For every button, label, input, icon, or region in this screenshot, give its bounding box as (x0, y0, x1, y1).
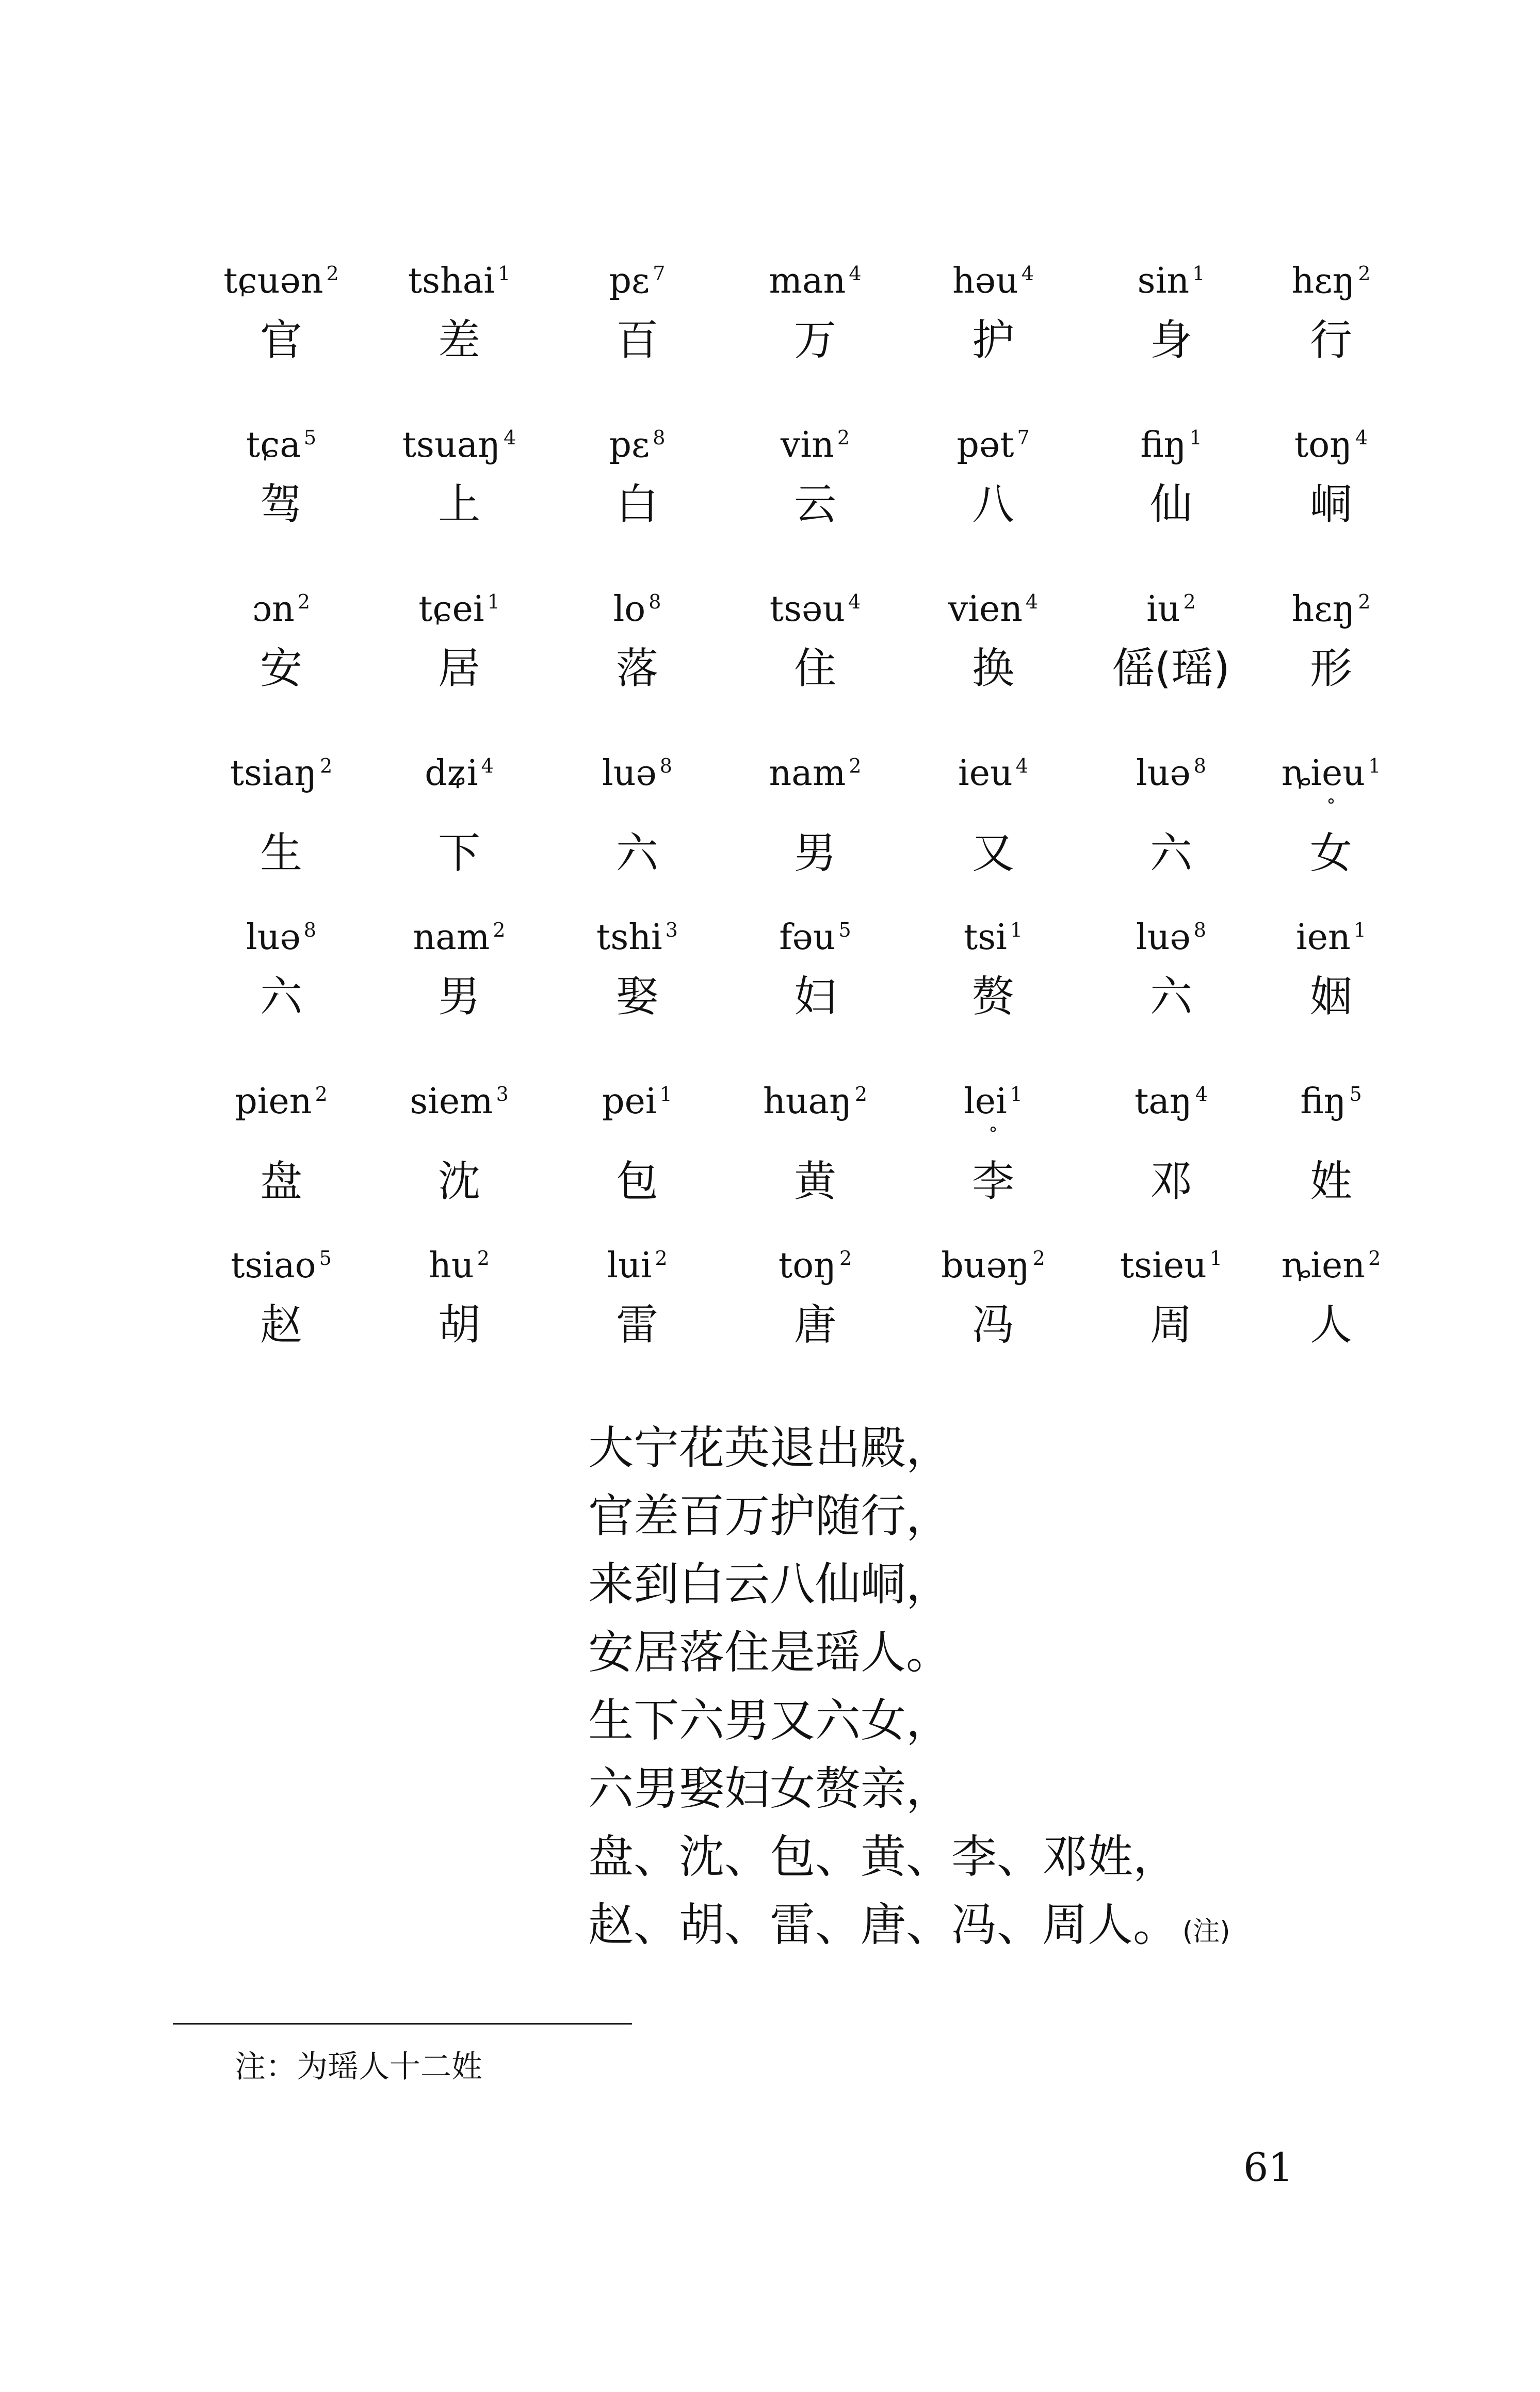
word-cell (730, 581, 900, 700)
chinese-character: 上 (437, 480, 480, 529)
romanization: həu $^4$ (952, 261, 1034, 301)
word-cell (1246, 1238, 1416, 1356)
word-cell (1246, 909, 1416, 1028)
romanization: ȵieu $^1$ (1281, 753, 1381, 794)
word-cell (552, 253, 722, 372)
romanization: dʑi $^4$ (425, 753, 494, 794)
romanization: tshai $^1$ (408, 261, 511, 301)
word-cell (374, 745, 544, 885)
poem-line: 盘、沈、包、黄、李、邓姓， (588, 1830, 1179, 1883)
chinese-character: 安 (260, 644, 302, 693)
romanization: huaŋ $^2$ (763, 1081, 868, 1122)
interlinear-row (196, 1073, 1362, 1238)
romanization: hɛŋ $^2$ (1291, 261, 1371, 301)
chinese-character: 姻 (1309, 972, 1352, 1021)
chinese-character: 换 (971, 644, 1014, 693)
romanization: vien $^4$ (948, 589, 1039, 630)
word-cell (374, 909, 544, 1028)
chinese-character: 行 (1309, 316, 1352, 365)
chinese-character: 百 (615, 316, 658, 365)
dot-mark: ° (1326, 795, 1336, 816)
chinese-character: 云 (793, 480, 836, 529)
romanization: lei $^1$ (964, 1081, 1023, 1122)
word-cell (196, 417, 366, 536)
romanization: sin $^1$ (1137, 261, 1205, 301)
romanization: tsiao $^5$ (231, 1245, 332, 1286)
chinese-character: 生 (260, 829, 302, 878)
romanization: pien $^2$ (235, 1081, 328, 1122)
word-cell (1086, 1073, 1256, 1213)
romanization: nam $^2$ (769, 753, 862, 794)
word-cell (730, 417, 900, 536)
romanization: buəŋ $^2$ (941, 1245, 1045, 1286)
poem-line-text: 赵、胡、雷、唐、冯、周人。 (588, 1898, 1179, 1951)
poem-translation (588, 1414, 1362, 1966)
chinese-character: 落 (615, 644, 658, 693)
chinese-character: 唐 (793, 1301, 836, 1350)
word-cell (730, 253, 900, 372)
chinese-character: 雷 (615, 1301, 658, 1350)
word-cell (1246, 581, 1416, 700)
chinese-character: 邓 (1149, 1157, 1192, 1206)
romanization: luə $^8$ (602, 753, 672, 794)
word-cell (908, 1073, 1078, 1213)
word-cell (1086, 253, 1256, 372)
chinese-character: 六 (1149, 972, 1192, 1021)
word-cell (908, 745, 1078, 885)
word-cell (1086, 745, 1256, 885)
chinese-character: 八 (971, 480, 1014, 529)
chinese-character: 仙 (1149, 480, 1192, 529)
romanization: ɔn $^2$ (252, 589, 311, 630)
chinese-character: 女 (1309, 829, 1352, 878)
romanization: hɛŋ $^2$ (1291, 589, 1371, 630)
chinese-character: 六 (1149, 829, 1192, 878)
romanization: vin $^2$ (780, 425, 850, 465)
word-cell (196, 581, 366, 700)
romanization: tsiaŋ $^2$ (230, 753, 333, 794)
word-cell (908, 1238, 1078, 1356)
romanization: pət $^7$ (957, 425, 1030, 465)
poem-line: 六男娶妇女赘亲， (588, 1762, 952, 1815)
word-cell (730, 745, 900, 885)
romanization: tsi $^1$ (963, 917, 1023, 958)
word-cell (1086, 909, 1256, 1028)
note-marker: (注) (1182, 1916, 1230, 1947)
word-cell (730, 909, 900, 1028)
chinese-character: 赘 (971, 972, 1014, 1021)
chinese-character: 人 (1309, 1301, 1352, 1350)
chinese-character: 傜(瑶) (1112, 644, 1230, 693)
chinese-character: 胡 (437, 1301, 480, 1350)
chinese-character: 又 (971, 829, 1014, 878)
word-cell (196, 745, 366, 885)
page-number: 61 (1243, 2144, 1293, 2190)
word-cell (908, 417, 1078, 536)
romanization: pɛ $^7$ (609, 261, 666, 301)
poem-line: 安居落住是瑶人。 (588, 1626, 952, 1679)
word-cell (730, 1238, 900, 1356)
chinese-character: 万 (793, 316, 836, 365)
romanization: tɕei $^1$ (418, 589, 500, 630)
chinese-character: 六 (615, 829, 658, 878)
chinese-character: 六 (260, 972, 302, 1021)
chinese-character: 男 (793, 829, 836, 878)
chinese-character: 形 (1309, 644, 1352, 693)
word-cell (374, 581, 544, 700)
romanization: tɕa $^5$ (246, 425, 317, 465)
romanization: siem $^3$ (410, 1081, 509, 1122)
romanization: lui $^2$ (607, 1245, 668, 1286)
word-cell (552, 417, 722, 536)
word-cell (374, 253, 544, 372)
word-cell (1246, 745, 1416, 885)
chinese-character: 白 (615, 480, 658, 529)
romanization: luə $^8$ (1136, 917, 1206, 958)
chinese-character: 妇 (793, 972, 836, 1021)
interlinear-row (196, 581, 1371, 745)
romanization: tshi $^3$ (596, 917, 678, 958)
romanization: nam $^2$ (413, 917, 506, 958)
word-cell (552, 1073, 722, 1213)
romanization: ieu $^4$ (958, 753, 1028, 794)
word-cell (1246, 1073, 1416, 1213)
word-cell (374, 1238, 544, 1356)
word-cell (196, 909, 366, 1028)
romanization: tsəu $^4$ (769, 589, 861, 630)
chinese-character: 黄 (793, 1157, 836, 1206)
word-cell (1246, 417, 1416, 536)
chinese-character: 官 (260, 316, 302, 365)
chinese-character: 姓 (1309, 1157, 1352, 1206)
romanization: luə $^8$ (246, 917, 316, 958)
chinese-character: 冯 (971, 1301, 1014, 1350)
chinese-character: 峒 (1309, 480, 1352, 529)
interlinear-row (196, 1238, 1381, 1402)
chinese-character: 盘 (260, 1157, 302, 1206)
chinese-character: 差 (437, 316, 480, 365)
poem-line-last (588, 1891, 1362, 1966)
word-cell (1086, 417, 1256, 536)
romanization: taŋ $^4$ (1134, 1081, 1208, 1122)
chinese-character: 身 (1149, 316, 1192, 365)
chinese-character: 住 (793, 644, 836, 693)
romanization: iu $^2$ (1146, 589, 1196, 630)
interlinear-row (196, 253, 1371, 417)
poem-line: 大宁花英退出殿， (588, 1421, 952, 1474)
romanization: luə $^8$ (1136, 753, 1206, 794)
interlinear-transcription (196, 253, 1381, 1402)
interlinear-row (196, 745, 1381, 909)
word-cell (196, 1238, 366, 1356)
chinese-character: 周 (1149, 1301, 1192, 1350)
word-cell (730, 1073, 900, 1213)
chinese-character: 沈 (437, 1157, 480, 1206)
romanization: tɕuən $^2$ (223, 261, 339, 301)
word-cell (908, 909, 1078, 1028)
chinese-character: 包 (615, 1157, 658, 1206)
footnote-divider (173, 2023, 632, 2025)
word-cell (552, 909, 722, 1028)
romanization: fiŋ $^1$ (1140, 425, 1202, 465)
word-cell (552, 581, 722, 700)
romanization: pei $^1$ (602, 1081, 672, 1122)
romanization: toŋ $^2$ (778, 1245, 852, 1286)
footnote: 注：为瑶人十二姓 (235, 2049, 482, 2085)
romanization: tsieu $^1$ (1120, 1245, 1223, 1286)
poem-line: 生下六男又六女， (588, 1694, 952, 1747)
chinese-character: 居 (437, 644, 480, 693)
word-cell (1246, 253, 1416, 372)
word-cell (196, 253, 366, 372)
romanization: ȵien $^2$ (1281, 1245, 1381, 1286)
word-cell (374, 1073, 544, 1213)
chinese-character: 下 (437, 829, 480, 878)
romanization: hu $^2$ (429, 1245, 490, 1286)
romanization: ien $^1$ (1296, 917, 1366, 958)
poem-line: 来到白云八仙峒， (588, 1558, 952, 1611)
word-cell (908, 581, 1078, 700)
word-cell (1086, 1238, 1256, 1356)
romanization: lo $^8$ (613, 589, 661, 630)
interlinear-row (196, 909, 1366, 1073)
chinese-character: 驾 (260, 480, 302, 529)
dot-mark: ° (988, 1123, 998, 1144)
chinese-character: 李 (971, 1157, 1014, 1206)
word-cell (196, 1073, 366, 1213)
chinese-character: 护 (971, 316, 1014, 365)
chinese-character: 娶 (615, 972, 658, 1021)
word-cell (1086, 581, 1256, 700)
romanization: toŋ $^4$ (1294, 425, 1368, 465)
romanization: man $^4$ (769, 261, 862, 301)
interlinear-row (196, 417, 1368, 581)
romanization: tsuaŋ $^4$ (402, 425, 516, 465)
chinese-character: 赵 (260, 1301, 302, 1350)
romanization: pɛ $^8$ (609, 425, 666, 465)
word-cell (908, 253, 1078, 372)
romanization: fəu $^5$ (779, 917, 851, 958)
word-cell (552, 745, 722, 885)
poem-line: 官差百万护随行， (588, 1489, 952, 1543)
romanization: fiŋ $^5$ (1300, 1081, 1362, 1122)
word-cell (374, 417, 544, 536)
word-cell (552, 1238, 722, 1356)
chinese-character: 男 (437, 972, 480, 1021)
